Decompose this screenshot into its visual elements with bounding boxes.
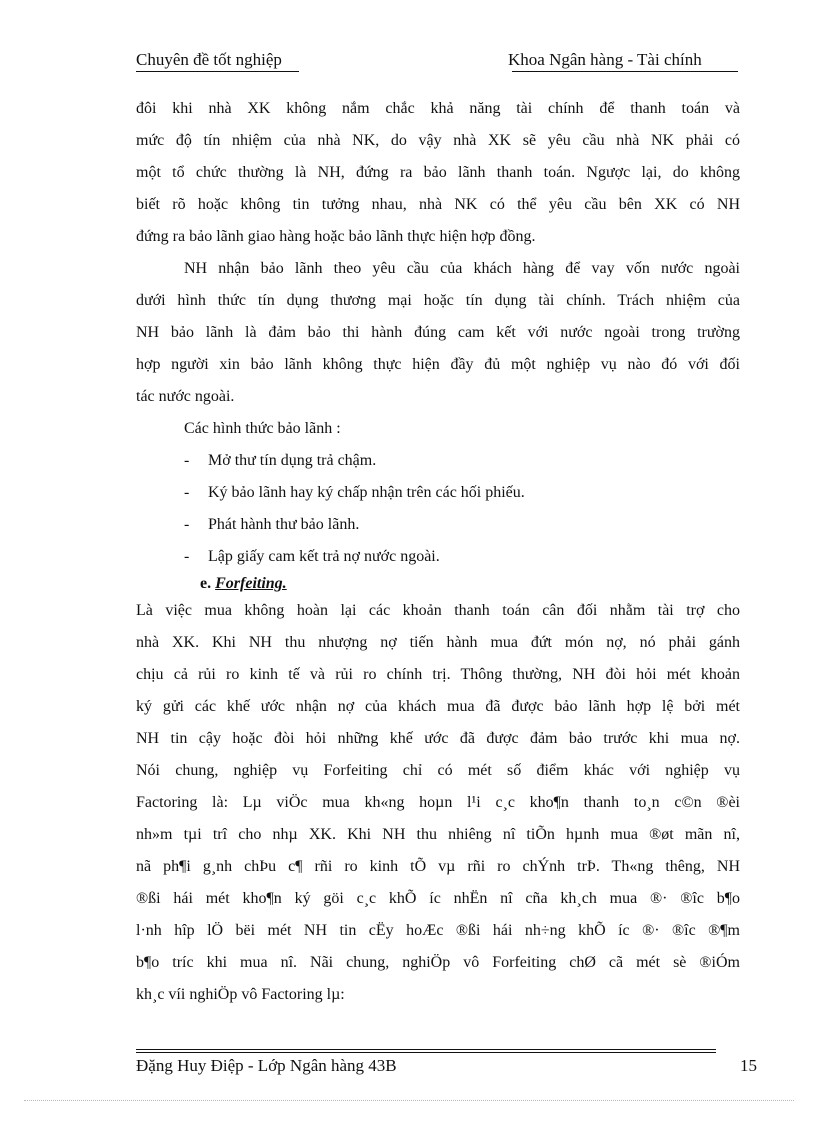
list-item	[136, 541, 740, 573]
list-item	[136, 477, 740, 509]
header-underline-left	[136, 71, 299, 72]
list-item-text: Lập giấy cam kết trả nợ nước ngoài.	[208, 548, 440, 565]
page-number: 15	[740, 1056, 757, 1075]
bullet-dash: -	[184, 548, 190, 565]
paragraph-line: kh¸c víi nghiÖp vô Factoring lµ:	[136, 986, 345, 1003]
paragraph-line: nhà XK. Khi NH thu nhượng nợ tiến hành mua đứt món nợ, nó phải gánh	[136, 634, 740, 651]
paragraph-line: hợp người xin bảo lãnh không thực hiện đầy đủ một nghiệp vụ nào đó với đối	[136, 356, 740, 373]
paragraph-line: NH bảo lãnh là đảm bảo thi hành đúng cam kết với nước ngoài trong trường	[136, 324, 740, 341]
bullet-dash: -	[184, 484, 190, 501]
page-body	[136, 93, 740, 1011]
section-title: Forfeiting.	[215, 575, 287, 592]
list-item-text: Mở thư tín dụng trả chậm.	[208, 452, 377, 469]
paragraph-line: một tổ chức thường là NH, đứng ra bảo lãnh thanh toán. Ngược lại, do không	[136, 164, 740, 181]
paragraph-line: nh»m tµi trî cho nhµ XK. Khi NH thu nhiêng nî tiÕn hµnh mua ®øt mãn nî,	[136, 826, 740, 843]
paragraph-line: NH tin cậy hoặc đòi hỏi những khế ước đã được đảm bảo trước khi mua nợ.	[136, 730, 740, 747]
paragraph-line: đôi khi nhà XK không nắm chắc khả năng tài chính để thanh toán và	[136, 100, 740, 117]
section-number: e.	[200, 575, 212, 592]
paragraph-line: Factoring là: Lµ viÖc mua kh«ng hoµn l¹i c¸c kho¶n thanh to¸n c©n ®èi	[136, 794, 740, 811]
paragraph-line: ®ßi hái mét kho¶n ký göi c¸c khÕ íc nhËn nî cña kh¸ch mua ®· ®îc b¶o	[136, 890, 740, 907]
page-bottom-divider	[24, 1100, 794, 1101]
paragraph-line: l·nh hîp lÖ bëi mét NH tin cËy hoÆc ®ßi hái nh÷ng khÕ íc ®· ®îc ®¶m	[136, 922, 740, 939]
bullet-dash: -	[184, 452, 190, 469]
paragraph-line: NH nhận bảo lãnh theo yêu cầu của khách hàng để vay vốn nước ngoài	[184, 260, 740, 277]
header-right: Khoa Ngân hàng - Tài chính	[508, 50, 702, 69]
paragraph-line: tác nước ngoài.	[136, 388, 235, 405]
paragraph-line: dưới hình thức tín dụng thương mại hoặc tín dụng tài chính. Trách nhiệm của	[136, 292, 740, 309]
paragraph-line: biết rõ hoặc không tin tưởng nhau, nhà NK có thể yêu cầu bên XK có NH	[136, 196, 740, 213]
list-item-text: Ký bảo lãnh hay ký chấp nhận trên các hối phiếu.	[208, 484, 525, 501]
list-item	[136, 445, 740, 477]
paragraph-line: ký gửi các khế ước nhận nợ của khách mua đã được bảo lãnh hợp lệ bởi mét	[136, 698, 740, 715]
paragraph-3	[136, 595, 740, 1011]
bullet-list	[136, 445, 740, 573]
footer-rule-top	[136, 1049, 716, 1050]
paragraph-line: Là việc mua không hoàn lại các khoản thanh toán cân đối nhằm tài trợ cho	[136, 602, 740, 619]
paragraph-line: đứng ra bảo lãnh giao hàng hoặc bảo lãnh thực hiện hợp đồng.	[136, 228, 536, 245]
bullet-dash: -	[184, 516, 190, 533]
paragraph-1	[136, 93, 740, 253]
list-item-text: Phát hành thư bảo lãnh.	[208, 516, 360, 533]
paragraph-line: nã ph¶i g¸nh chÞu c¶ rñi ro kinh tÕ vµ rñi ro chÝnh trÞ. Th«ng thêng, NH	[136, 858, 740, 875]
paragraph-line: Nói chung, nghiệp vụ Forfeiting chỉ có mét số điểm khác với nghiệp vụ	[136, 762, 740, 779]
list-item	[136, 509, 740, 541]
header-left: Chuyên đề tốt nghiệp	[136, 50, 282, 69]
paragraph-line: mức độ tín nhiệm của nhà NK, do vậy nhà XK sẽ yêu cầu nhà NK phải có	[136, 132, 740, 149]
forms-intro: Các hình thức bảo lãnh :	[184, 420, 341, 437]
paragraph-2	[136, 253, 740, 413]
header-underline-right	[512, 71, 738, 72]
paragraph-line: chịu cả rủi ro kinh tế và rủi ro chính trị. Thông thường, NH đòi hỏi mét khoản	[136, 666, 740, 683]
footer-rule-bottom	[136, 1052, 716, 1053]
footer-author: Đặng Huy Điệp - Lớp Ngân hàng 43B	[136, 1056, 397, 1075]
paragraph-line: b¶o tríc khi mua nî. Nãi chung, nghiÖp vô Forfeiting chØ cã mét sè ®iÓm	[136, 954, 740, 971]
section-heading	[136, 573, 740, 595]
